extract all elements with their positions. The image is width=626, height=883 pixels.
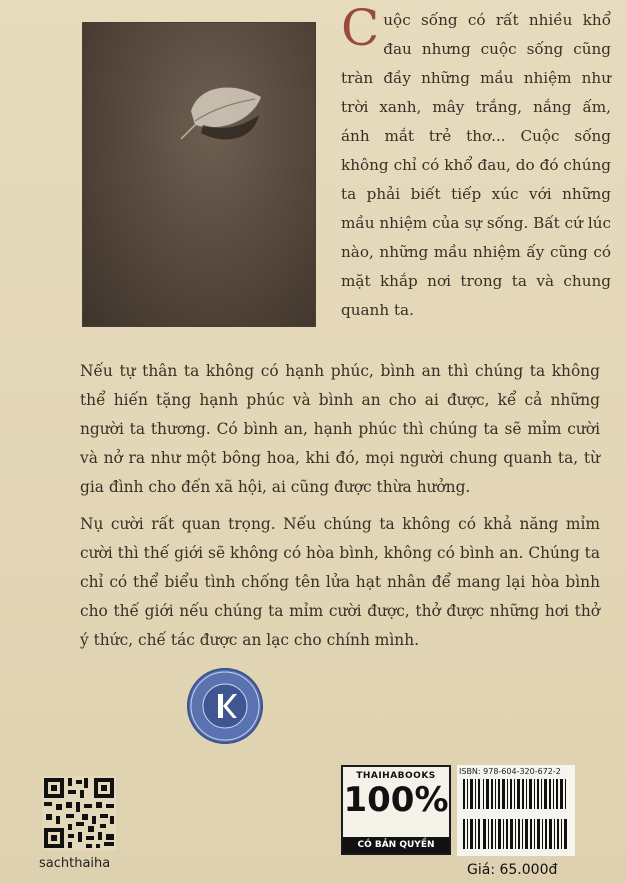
isbn-text: ISBN: 978-604-320-672-2 <box>459 767 561 776</box>
dropcap: C <box>341 0 380 57</box>
intro-paragraph <box>341 0 611 325</box>
qr-code-icon[interactable] <box>42 776 116 850</box>
seal-emblem <box>187 668 263 744</box>
license-brand: THAIHABOOKS <box>356 771 436 781</box>
isbn-barcode-icon <box>457 765 575 856</box>
body-paragraph-1: Nếu tự thân ta không có hạnh phúc, bình an thì chúng ta không thể hiến tặng hạnh phúc và bình an cho ai được, kể cả những người ta thương. Có bình an, hạnh phúc thì chúng ta sẽ mỉm cười và nở ra như một bông hoa, khi đó, mọi người chung quanh ta, từ gia đình cho đến xã hội, ai cũng được thừa hưởng. <box>80 362 600 496</box>
license-percent: 100% <box>343 780 449 820</box>
leaf-illustration <box>83 23 315 326</box>
leaf-photo <box>83 23 315 326</box>
price-label: Giá: 65.000đ <box>467 862 558 878</box>
body-paragraph-2: Nụ cười rất quan trọng. Nếu chúng ta không có khả năng mỉm cười thì thế giới sẽ không có hòa bình, không có bình an. Chúng ta chỉ có thể biểu tình chống tên lửa hạt nhân để mang lại hòa bình cho thế giới nếu chúng ta mỉm cười được, thở được những hơi thở ý thức, chế tác được an lạc cho chính mình. <box>80 515 600 649</box>
qr-label: sachthaiha <box>39 856 111 871</box>
copyright-badge <box>341 765 451 855</box>
license-caption: CÓ BẢN QUYỀN <box>343 837 449 853</box>
intro-text: uộc sống có rất nhiều khổ đau nhưng cuộc sống cũng tràn đầy những mầu nhiệm như trời xanh, mây trắng, nắng ấm, ánh mắt trẻ thơ... Cuộc sống không chỉ có khổ đau, do đó chúng ta phải biết tiếp xúc với những mầu nhiệm của sự sống. Bất cứ lúc nào, những mầu nhiệm ấy cũng có mặt khắp nơi trong ta và chung quanh ta. <box>341 11 611 319</box>
publisher-seal-logo <box>187 668 263 744</box>
